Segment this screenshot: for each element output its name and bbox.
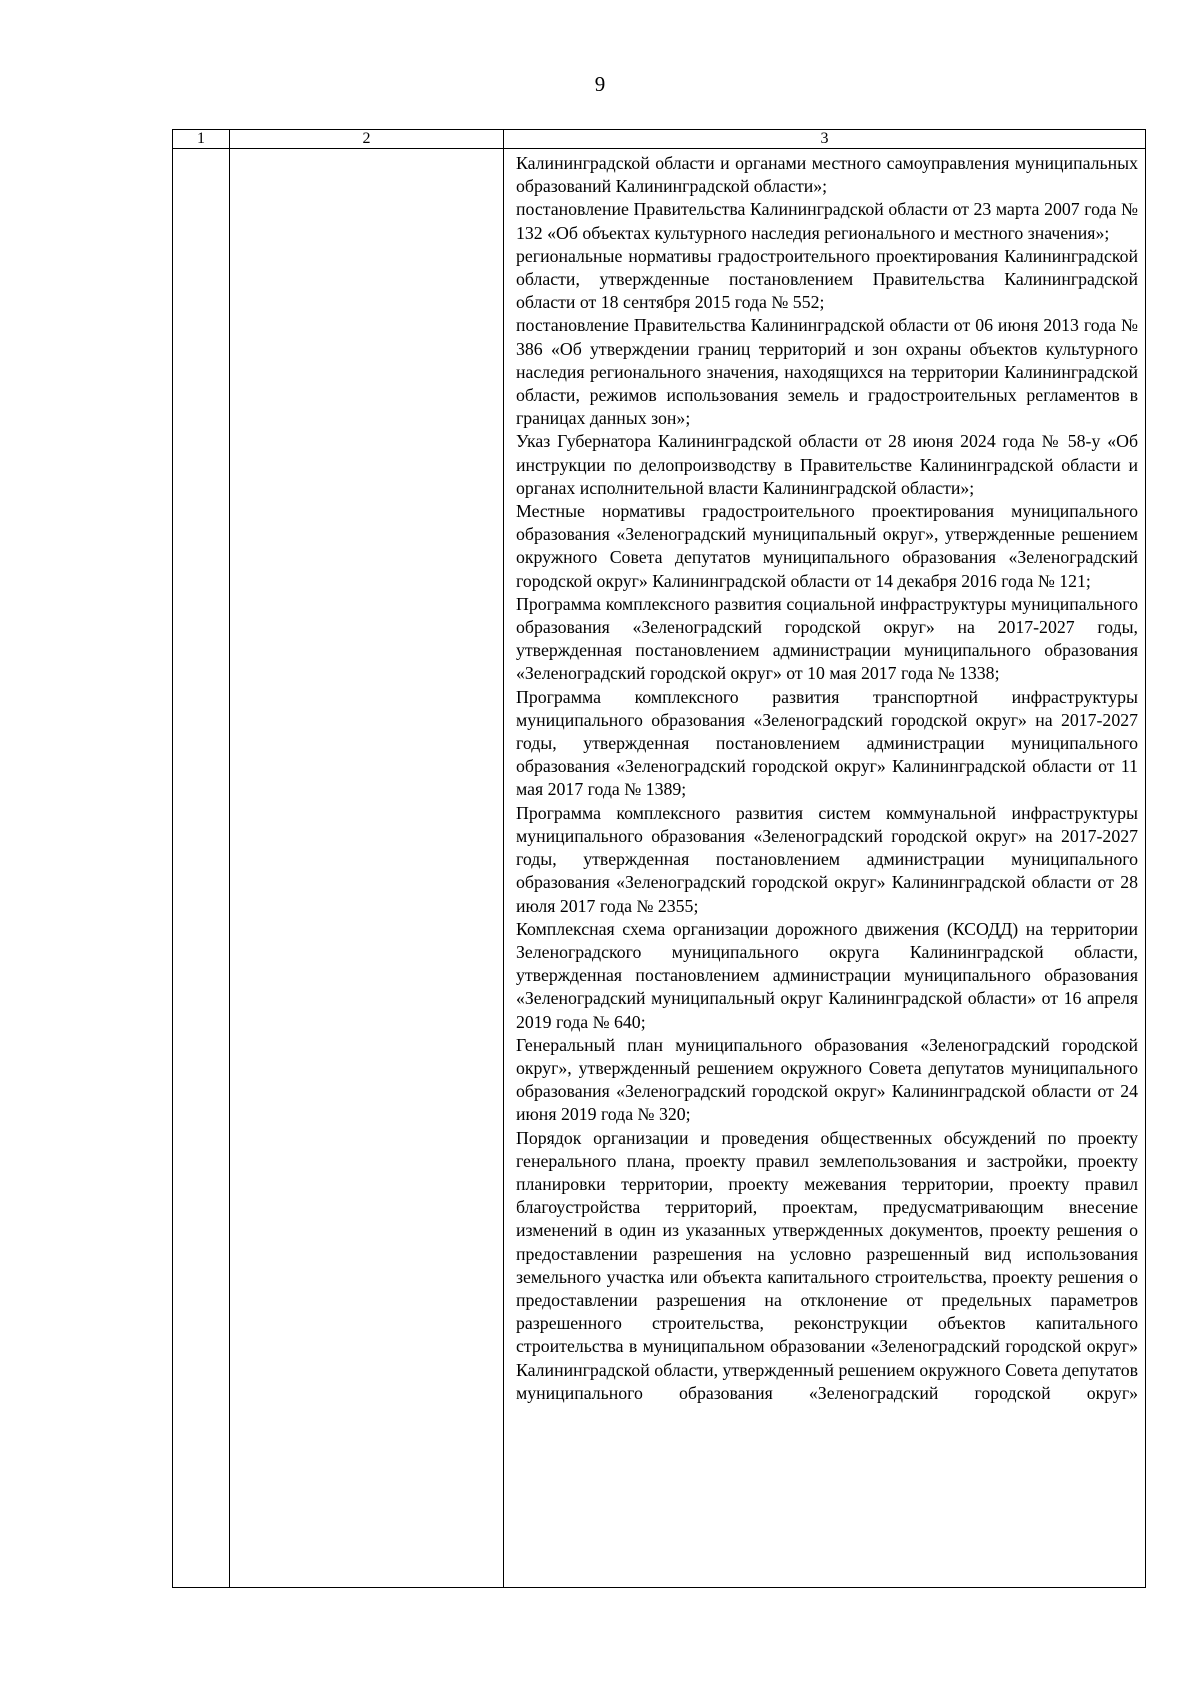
legal-basis-entry: постановление Правительства Калининградской области от 06 июня 2013 года № 386 «Об утверждении границ территорий и зон охраны объектов культурного наследия регионального значения, находящихся на территории Калининградской области, режимов использования земель и градостроительных регламентов в границах данных зон»; (516, 315, 1138, 429)
cell-col-3 (504, 149, 1146, 1588)
header-col-2: 2 (230, 130, 504, 149)
legal-basis-entry: Программа комплексного развития транспортной инфраструктуры муниципального образования «Зеленоградский городской округ» на 2017-2027 годы, утвержденная постановлением администрации муниципального образования «Зеленоградский городской округ» Калининградской области от 11 мая 2017 года № 1389; (516, 686, 1138, 800)
legal-basis-list (504, 149, 1145, 1587)
legal-basis-entry: Программа комплексного развития систем коммунальной инфраструктуры муниципального образования «Зеленоградский городской округ» на 2017-2027 годы, утвержденная постановлением администрации муниципального образования «Зеленоградский городской округ» Калининградской области от 28 июля 2017 года № 2355; (516, 802, 1138, 916)
table-row (173, 149, 1146, 1588)
legal-basis-entry: постановление Правительства Калининградской области от 23 марта 2007 года № 132 «Об объектах культурного наследия регионального и местного значения»; (516, 199, 1138, 243)
header-col-3: 3 (504, 130, 1146, 149)
cell-col-2 (230, 149, 504, 1588)
legal-basis-entry: Местные нормативы градостроительного проектирования муниципального образования «Зеленоградский муниципальный округ», утвержденные решением окружного Совета депутатов муниципального образования «Зеленоградский городской округ» Калининградской области от 14 декабря 2016 года № 121; (516, 501, 1138, 591)
cell-col-1 (173, 149, 230, 1588)
header-col-1: 1 (173, 130, 230, 149)
legal-basis-entry: Генеральный план муниципального образования «Зеленоградский городской округ», утвержденный решением окружного Совета депутатов муниципального образования «Зеленоградский городской округ» Калининградской области от 24 июня 2019 года № 320; (516, 1034, 1138, 1125)
page-number: 9 (594, 72, 606, 96)
legal-basis-entry: Комплексная схема организации дорожного движения (КСОДД) на территории Зеленоградского муниципального округа Калининградской области, утвержденная постановлением администрации муниципального образования «Зеленоградский муниципальный округ Калининградской области» от 16 апреля 2019 года № 640; (516, 918, 1138, 1032)
legal-basis-entry: региональные нормативы градостроительного проектирования Калининградской области, утвержденные постановлением Правительства Калининградской области от 18 сентября 2015 года № 552; (516, 245, 1138, 313)
table-header-row (173, 130, 1146, 149)
document-table (172, 129, 1146, 1588)
legal-basis-entry: Указ Губернатора Калининградской области от 28 июня 2024 года № 58-у «Об инструкции по делопроизводству в Правительстве Калининградской области и органах исполнительной власти Калининградской области»; (516, 431, 1138, 498)
legal-basis-entry: Программа комплексного развития социальной инфраструктуры муниципального образования «Зеленоградский городской округ» на 2017-2027 годы, утвержденная постановлением администрации муниципального образования «Зеленоградский городской округ» от 10 мая 2017 года № 1338; (516, 593, 1138, 684)
legal-basis-entry: Калининградской области и органами местного самоуправления муниципальных образований Калининградской области»; (516, 153, 1138, 197)
legal-basis-entry: Порядок организации и проведения общественных обсуждений по проекту генерального плана, проекту правил землепользования и застройки, проекту планировки территории, проекту межевания территории, проекту правил благоустройства территорий, проектам, предусматривающим внесение изменений в один из указанных утвержденных документов, проекту решения о предоставлении разрешения на условно разрешенный вид использования земельного участка или объекта капитального строительства, проекту решения о предоставлении разрешения на отклонение от предельных параметров разрешенного строительства, реконструкции объектов капитального строительства в муниципальном образовании «Зеленоградский городской округ» Калининградской области, утвержденный решением окружного Совета депутатов муниципального образования «Зеленоградский городской округ» (516, 1127, 1138, 1403)
